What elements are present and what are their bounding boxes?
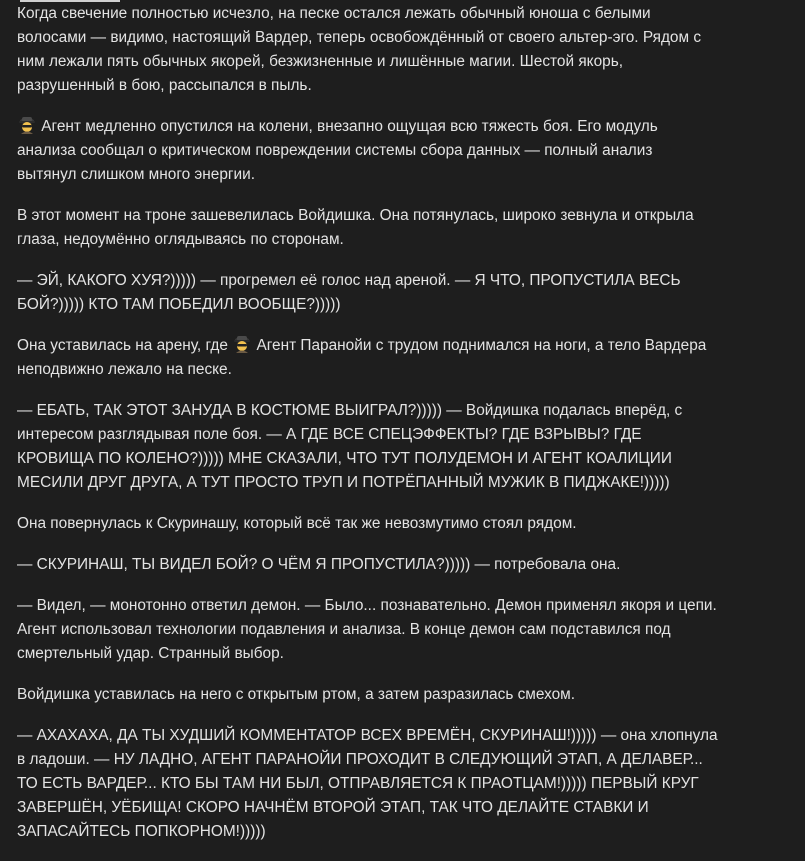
text-line: ЗАВЕРШЁН, УЁБИЩА! СКОРО НАЧНЁМ ВТОРОЙ ЭТАП, ТАК ЧТО ДЕЛАЙТЕ СТАВКИ И (17, 799, 649, 816)
text-line: — СКУРИНАШ, ТЫ ВИДЕЛ БОЙ? О ЧЁМ Я ПРОПУСТИЛА?))))) — потребовала она. (17, 556, 621, 573)
text-line: разрушенный в бою, рассыпался в пыль. (17, 77, 312, 94)
text-line: ним лежали пять обычных якорей, безжизненные и лишённые магии. Шестой якорь, (17, 53, 623, 70)
paragraph-2 (17, 115, 787, 187)
text-line: анализа сообщал о критическом повреждении системы сбора данных — полный анализ (17, 142, 653, 159)
text-line: — ЭЙ, КАКОГО ХУЯ?))))) — прогремел её голос над ареной. — Я ЧТО, ПРОПУСТИЛА ВЕСЬ (17, 272, 681, 289)
text-line: глаза, недоумённо оглядываясь по сторонам. (17, 231, 344, 248)
text-line: Агент использовал технологии подавления и анализа. В конце демон сам подставился под (17, 621, 671, 638)
paragraph-9 (17, 594, 787, 666)
text-line: неподвижно лежало на песке. (17, 361, 232, 378)
paragraph-4 (17, 269, 787, 317)
text-line: в ладоши. — НУ ЛАДНО, АГЕНТ ПАРАНОЙИ ПРОХОДИТ В СЛЕДУЮЩИЙ ЭТАП, А ДЕЛАВЕР... (17, 751, 703, 768)
paragraph-1 (17, 2, 787, 98)
text-line: МЕСИЛИ ДРУГ ДРУГА, А ТУТ ПРОСТО ТРУП И ПОТРЁПАННЫЙ МУЖИК В ПИДЖАКЕ!))))) (17, 474, 670, 491)
text-fragment: Агент Паранойи с трудом поднимался на ноги, а тело Вардера (252, 337, 707, 354)
text-line: смертельный удар. Странный выбор. (17, 645, 284, 662)
message-body (17, 2, 787, 861)
text-line: волосами — видимо, настоящий Вардер, теперь освобождённый от своего альтер-эго. Рядом с (17, 29, 702, 46)
text-line-with-icon (17, 334, 787, 358)
text-line: ЗАПАСАЙТЕСЬ ПОПКОРНОМ!))))) (17, 823, 266, 840)
text-line: В этот момент на троне зашевелилась Войдишка. Она потянулась, широко зевнула и открыла (17, 207, 694, 224)
text-line: — Видел, — монотонно ответил демон. — Было... познавательно. Демон применял якоря и цепи. (17, 597, 717, 614)
paragraph-11 (17, 724, 787, 844)
text-line: Она повернулась к Скуринашу, который всё так же невозмутимо стоял рядом. (17, 515, 577, 532)
text-line: КРОВИЩА ПО КОЛЕНО?))))) МНЕ СКАЗАЛИ, ЧТО ТУТ ПОЛУДЕМОН И АГЕНТ КОАЛИЦИИ (17, 450, 672, 467)
text-fragment: Она уставилась на арену, где (17, 337, 233, 354)
paragraph-10 (17, 683, 787, 707)
paragraph-7 (17, 512, 787, 536)
paragraph-8 (17, 553, 787, 577)
text-line: интересом разглядывая поле боя. — А ГДЕ ВСЕ СПЕЦЭФФЕКТЫ? ГДЕ ВЗРЫВЫ? ГДЕ (17, 426, 642, 443)
spy-emoji-icon (232, 335, 252, 353)
text-line: — ЕБАТЬ, ТАК ЭТОТ ЗАНУДА В КОСТЮМЕ ВЫИГРАЛ?))))) — Войдишка подалась вперёд, с (17, 402, 683, 419)
text-fragment: Агент медленно опустился на колени, внезапно ощущая всю тяжесть боя. Его модуль (37, 118, 658, 135)
paragraph-3 (17, 204, 787, 252)
text-line-with-icon (17, 115, 787, 139)
text-line: Когда свечение полностью исчезло, на песке остался лежать обычный юноша с белыми (17, 5, 651, 22)
text-line: БОЙ?))))) КТО ТАМ ПОБЕДИЛ ВООБЩЕ?))))) (17, 296, 341, 313)
spy-emoji-icon (17, 116, 37, 134)
text-line: — АХАХАХА, ДА ТЫ ХУДШИЙ КОММЕНТАТОР ВСЕХ ВРЕМЁН, СКУРИНАШ!))))) — она хлопнула (17, 727, 718, 744)
paragraph-6 (17, 399, 787, 495)
text-line: Войдишка уставилась на него с открытым ртом, а затем разразилась смехом. (17, 686, 576, 703)
text-line: вытянул слишком много энергии. (17, 166, 255, 183)
text-line: ТО ЕСТЬ ВАРДЕР... КТО БЫ ТАМ НИ БЫЛ, ОТПРАВЛЯЕТСЯ К ПРАОТЦАМ!))))) ПЕРВЫЙ КРУГ (17, 775, 699, 792)
paragraph-5 (17, 334, 787, 382)
